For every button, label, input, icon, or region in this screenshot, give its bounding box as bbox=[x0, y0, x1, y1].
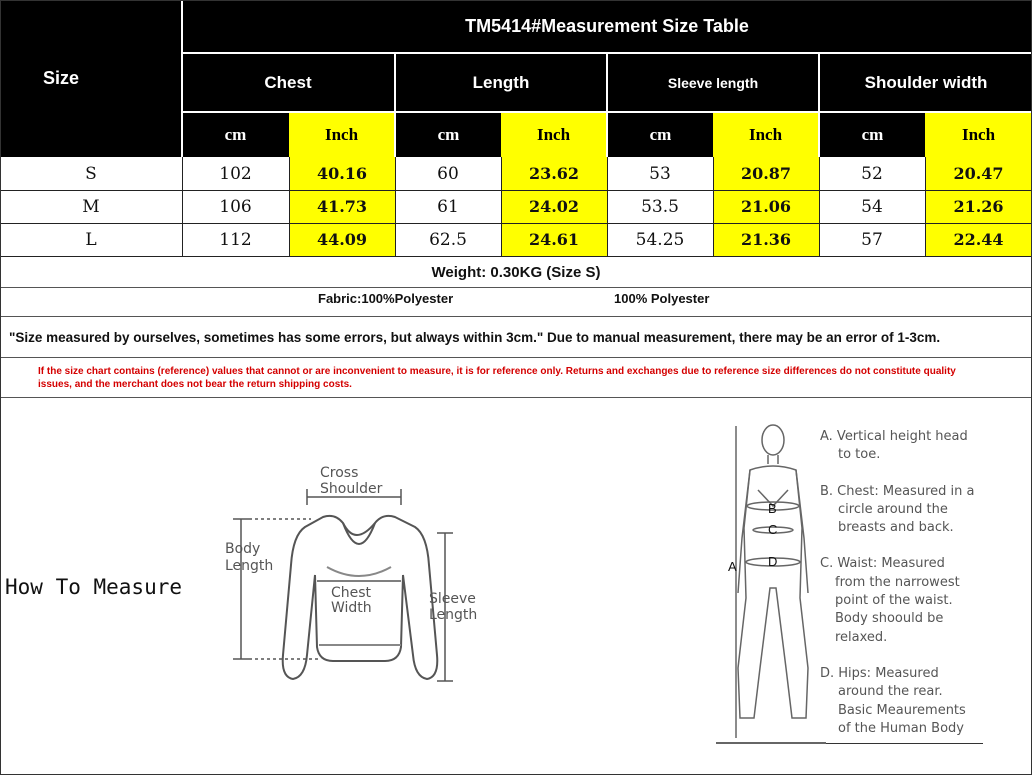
table-title: TM5414#Measurement Size Table bbox=[465, 15, 749, 36]
table-cell: 52 bbox=[861, 163, 883, 184]
measure-instructions bbox=[820, 428, 1020, 738]
table-cell: 44.09 bbox=[316, 230, 368, 249]
cross-shoulder-label: Cross bbox=[320, 465, 359, 481]
unit-cm: cm bbox=[649, 125, 672, 144]
table-cell: 22.44 bbox=[953, 230, 1004, 249]
body-length-label: Body bbox=[225, 541, 261, 557]
table-cell: 106 bbox=[219, 196, 252, 217]
fabric-label-secondary: 100% Polyester bbox=[614, 291, 710, 306]
cross-shoulder-label: Shoulder bbox=[320, 481, 383, 497]
table-cell: 62.5 bbox=[429, 229, 467, 250]
table-cell: 54 bbox=[861, 196, 883, 217]
how-to-measure-title: How To Measure bbox=[5, 575, 183, 599]
table-cell: 23.62 bbox=[528, 164, 580, 183]
letter-c: C bbox=[768, 522, 778, 537]
weight-label: Weight: 0.30KG (Size S) bbox=[431, 263, 601, 281]
table-cell: 60 bbox=[437, 163, 459, 184]
group-length: Length bbox=[472, 72, 530, 92]
sweater-diagram bbox=[215, 455, 505, 695]
table-cell: 61 bbox=[437, 196, 459, 217]
table-cell: 41.73 bbox=[316, 197, 368, 216]
group-shoulder-width: Shoulder width bbox=[864, 72, 988, 92]
chest-width-label: Width bbox=[331, 600, 372, 616]
table-cell: 102 bbox=[219, 163, 252, 184]
table-cell: 40.16 bbox=[316, 164, 368, 183]
table-cell: 24.02 bbox=[528, 197, 580, 216]
instruction-d: D. Hips: Measured around the rear. Basic Meaurements of the Human Body bbox=[820, 665, 966, 736]
disclaimer-text: "Size measured by ourselves, sometimes has some errors, but always within 3cm." Due to manual measurement, there may be an error of 1-3cm. bbox=[9, 330, 941, 345]
unit-cm: cm bbox=[437, 125, 460, 144]
unit-cm: cm bbox=[861, 125, 884, 144]
size-cell: L bbox=[85, 229, 97, 250]
table-cell: 53.5 bbox=[641, 196, 679, 217]
table-cell: 20.87 bbox=[740, 164, 792, 183]
sleeve-length-label: Sleeve bbox=[429, 591, 476, 607]
chest-width-label: Chest bbox=[331, 585, 372, 601]
table-cell: 112 bbox=[219, 229, 252, 250]
table-cell: 20.47 bbox=[953, 164, 1004, 183]
table-cell: 54.25 bbox=[635, 229, 685, 250]
letter-d: D bbox=[768, 554, 778, 569]
table-cell: 21.26 bbox=[953, 197, 1004, 216]
unit-inch: Inch bbox=[713, 113, 818, 157]
size-cell: S bbox=[85, 163, 97, 184]
group-sleeve-length: Sleeve length bbox=[667, 74, 759, 91]
sleeve-length-label: Length bbox=[429, 607, 478, 623]
fabric-label: Fabric:100%Polyester bbox=[318, 291, 454, 306]
unit-inch: Inch bbox=[289, 113, 394, 157]
instruction-c: C. Waist: Measured from the narrowest point of the waist. Body shoould be relaxed. bbox=[820, 556, 960, 645]
table-cell: 24.61 bbox=[528, 230, 580, 249]
letter-a: A bbox=[728, 559, 737, 574]
unit-inch: Inch bbox=[925, 113, 1032, 157]
letter-b: B bbox=[768, 501, 777, 516]
table-cell: 21.06 bbox=[740, 197, 792, 216]
instruction-a: A. Vertical height head to toe. bbox=[820, 429, 968, 463]
group-chest: Chest bbox=[264, 72, 312, 92]
body-figure-diagram bbox=[716, 418, 826, 748]
red-notice: If the size chart contains (reference) values that cannot or are inconvenient to measure, it is for reference only. Returns and exchanges due to reference size differences do not constitute quality issues, and the merchant does not bear the return shipping costs. bbox=[38, 366, 956, 390]
body-length-label: Length bbox=[225, 558, 274, 574]
unit-inch: Inch bbox=[501, 113, 606, 157]
unit-cm: cm bbox=[224, 125, 247, 144]
instruction-b: B. Chest: Measured in a circle around the breasts and back. bbox=[820, 483, 975, 536]
table-cell: 53 bbox=[649, 163, 671, 184]
table-cell: 57 bbox=[861, 229, 883, 250]
size-cell: M bbox=[82, 196, 100, 217]
size-header: Size bbox=[42, 68, 80, 88]
table-cell: 21.36 bbox=[740, 230, 792, 249]
